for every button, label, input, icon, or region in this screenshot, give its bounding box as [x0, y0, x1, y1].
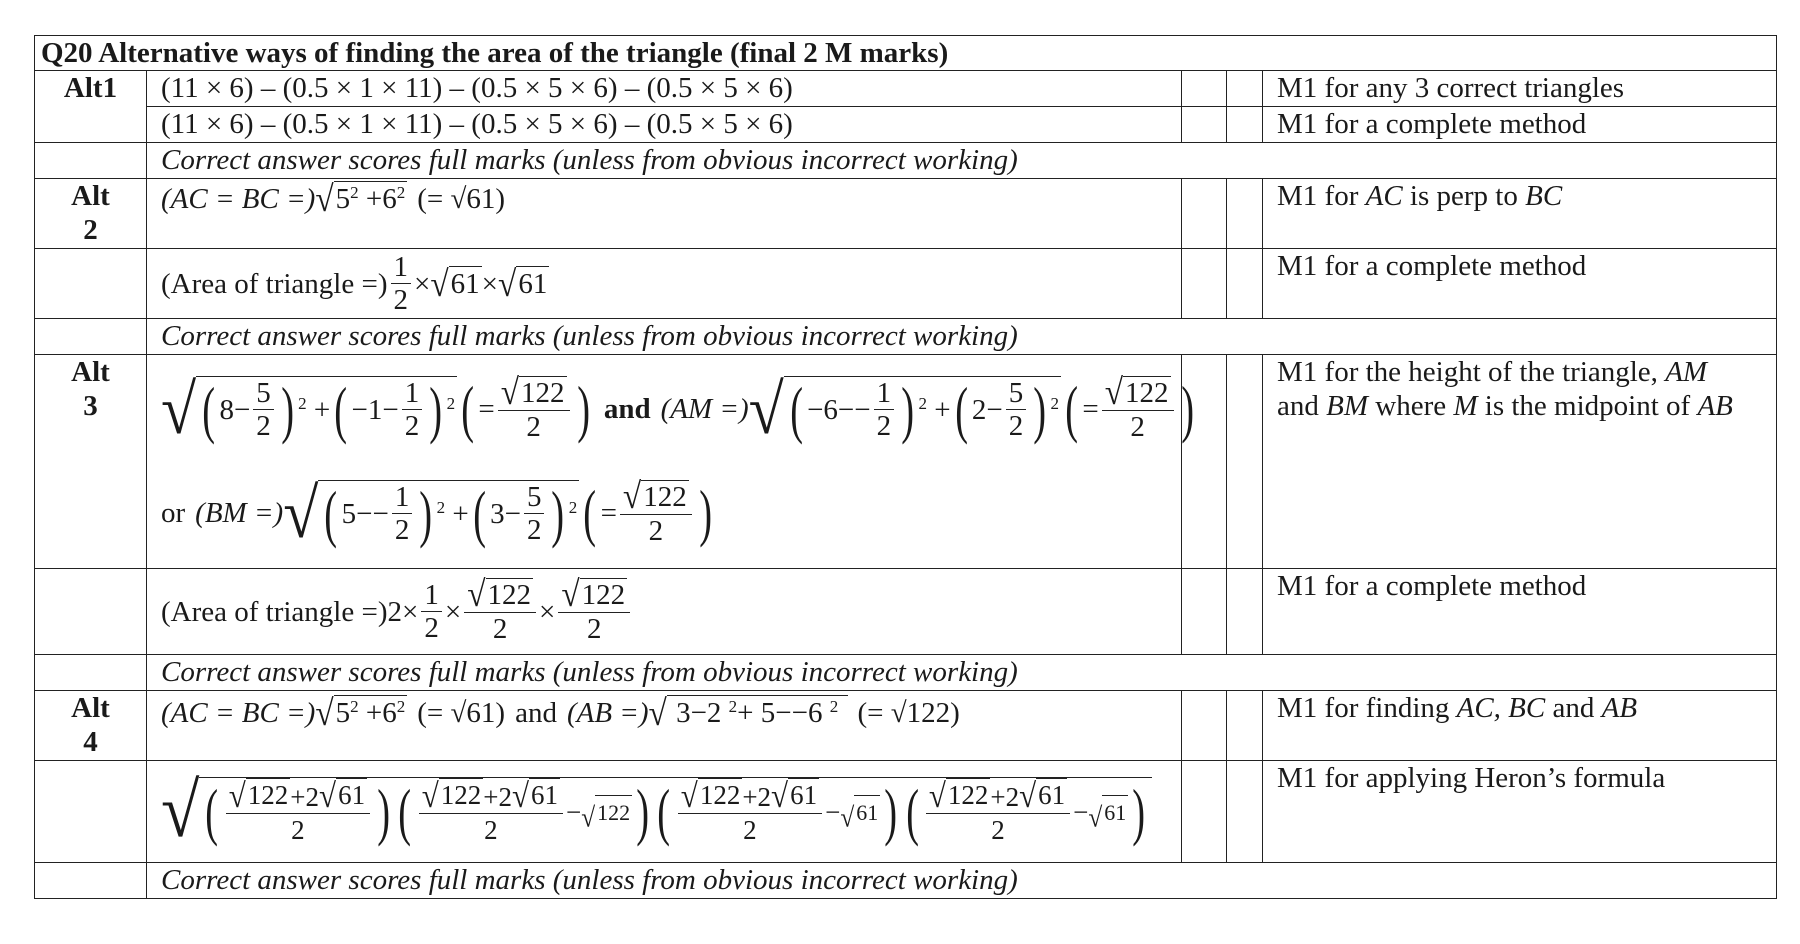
mark-cell — [1227, 569, 1263, 655]
sqrt-symbol: √ ( 8− $\frac{5}{2}$ ) 2 + ( −1− $\frac{1}{2}$ ) 2 — [161, 370, 456, 449]
alt2-row-2 — [35, 249, 1777, 319]
alt3-guidance-2: M1 for a complete method — [1263, 569, 1777, 655]
alt1-row-1 — [35, 71, 1777, 107]
guidance-text: is the midpoint of — [1477, 390, 1698, 422]
mark-cell — [1227, 179, 1263, 249]
root122: 122 — [487, 579, 532, 612]
guidance-text: and — [1277, 390, 1327, 422]
alt4-note: Correct answer scores full marks (unless from obvious incorrect working) — [147, 863, 1777, 899]
guidance-text: M1 for — [1277, 180, 1366, 212]
table-header: Q20 Alternative ways of finding the area of the triangle (final 2 M marks) — [35, 36, 1777, 71]
label-cell — [35, 761, 147, 863]
root61: 61 — [531, 780, 559, 811]
equals-sqrt61: (= √61) — [417, 182, 506, 215]
alt3-note-row — [35, 655, 1777, 691]
or-word: or — [161, 497, 186, 529]
alt4-working-1: (AC = BC =) √ 5 2 +6 2 (= √61) and (AB =) √ 3−2 2 + 5−−6 2 (= √122) — [147, 691, 1182, 761]
mark-cell — [1182, 691, 1227, 761]
mark-cell — [1227, 71, 1263, 107]
guidance-text: and — [1545, 692, 1602, 724]
guidance-text: M1 for finding — [1277, 692, 1457, 724]
guidance-text: is perp to — [1402, 180, 1526, 212]
alt1-note-row — [35, 143, 1777, 179]
alt3-note: Correct answer scores full marks (unless from obvious incorrect working) — [147, 655, 1777, 691]
label-cell — [35, 143, 147, 179]
area-prefix: (Area of triangle =) — [161, 267, 388, 300]
mark-cell — [1227, 355, 1263, 569]
guidance-ab: AB — [1697, 390, 1733, 422]
root122: 122 — [595, 795, 632, 830]
area-prefix: (Area of triangle =) — [161, 595, 388, 628]
mark-cell — [1182, 569, 1227, 655]
alt2-guidance-2: M1 for a complete method — [1263, 249, 1777, 319]
guidance-am: AM — [1665, 356, 1708, 388]
alt2-note: Correct answer scores full marks (unless from obvious incorrect working) — [147, 319, 1777, 355]
alt1-row-2 — [35, 107, 1777, 143]
alt3-label — [35, 355, 147, 569]
label-cell — [35, 249, 147, 319]
mark-cell — [1182, 107, 1227, 143]
root61: 61 — [338, 780, 366, 811]
alt4-label — [35, 691, 147, 761]
root122: 122 — [947, 780, 989, 811]
equals-sqrt122: (= √122) — [857, 696, 960, 729]
bm-expression: (BM =) — [195, 497, 284, 529]
alt3-row-2 — [35, 569, 1777, 655]
alt2-guidance-1 — [1263, 179, 1777, 249]
ac-bc-expression: (AC = BC =) — [161, 696, 316, 729]
guidance-bc: BC — [1525, 180, 1563, 212]
guidance-ac: AC — [1365, 180, 1403, 212]
root61: 61 — [854, 795, 880, 830]
root61: 61 — [518, 268, 548, 300]
alt4-guidance-1 — [1263, 691, 1777, 761]
guidance-text: M1 for the height of the triangle, — [1277, 356, 1666, 388]
root61: 61 — [1102, 795, 1128, 830]
mark-cell — [1227, 107, 1263, 143]
guidance-text: where — [1368, 390, 1454, 422]
alt4-row-1 — [35, 691, 1777, 761]
label-cell — [35, 569, 147, 655]
alt3-label-number: 3 — [83, 390, 98, 422]
label-cell — [35, 863, 147, 899]
label-cell — [35, 319, 147, 355]
alt2-row-1 — [35, 179, 1777, 249]
equals-sqrt61: (= √61) — [417, 696, 506, 729]
mark-cell — [1227, 691, 1263, 761]
label-cell — [35, 655, 147, 691]
half-fraction: $\frac{1}{2}$ — [391, 251, 412, 316]
alt1-working-1: (11 × 6) – (0.5 × 1 × 11) – (0.5 × 5 × 6) – (0.5 × 5 × 6) — [147, 71, 1182, 107]
guidance-ab: AB — [1601, 692, 1638, 724]
alt1-working-2: (11 × 6) – (0.5 × 1 × 11) – (0.5 × 5 × 6) – (0.5 × 5 × 6) — [147, 107, 1182, 143]
alt2-working-1 — [147, 179, 1182, 249]
root122: 122 — [521, 376, 565, 409]
mark-cell — [1182, 179, 1227, 249]
and-word: and — [515, 696, 557, 729]
mark-cell — [1227, 761, 1263, 863]
alt1-label: Alt1 — [35, 71, 147, 143]
alt3-label-text: Alt — [71, 356, 110, 388]
mark-cell — [1182, 71, 1227, 107]
alt3-working-1: √ ( 8− $\frac{5}{2}$ ) 2 + ( −1− $\frac{1}{2}$ ) 2 ( = √ 122 2 ) and (AM =) √ ( −6−− $\frac{1}{2}$ ) 2 + ( 2− $\frac{5}{2}$ ) 2 ( = √ 122 2 ) or (BM =) √ ( 5−− $\frac{1}{2}$ ) 2 + ( 3− $\frac{5}{2}$ ) 2 ( = √ 122 2 ) — [147, 355, 1182, 569]
alt4-label-number: 4 — [83, 726, 98, 758]
mark-cell — [1227, 249, 1263, 319]
guidance-list: AC, BC — [1456, 692, 1546, 724]
guidance-m: M — [1453, 390, 1478, 422]
guidance-bm: BM — [1326, 390, 1368, 422]
root122: 122 — [1125, 376, 1169, 409]
root61: 61 — [450, 268, 480, 300]
root122: 122 — [643, 480, 687, 513]
root122: 122 — [440, 780, 482, 811]
alt3-row-1 — [35, 355, 1777, 569]
mark-scheme — [34, 35, 1776, 899]
alt4-label-text: Alt — [71, 692, 110, 724]
root61: 61 — [1038, 780, 1066, 811]
alt4-guidance-2: M1 for applying Heron’s formula — [1263, 761, 1777, 863]
mark-cell — [1182, 761, 1227, 863]
alt2-label — [35, 179, 147, 249]
ab-expression: (AB =) — [566, 696, 649, 729]
alt2-label-number: 2 — [83, 214, 98, 246]
alt2-note-row — [35, 319, 1777, 355]
alt1-guidance-1: M1 for any 3 correct triangles — [1263, 71, 1777, 107]
and-word: and — [603, 393, 651, 425]
header-row — [35, 36, 1777, 71]
root122: 122 — [581, 579, 626, 612]
alt3-working-2: (Area of triangle =) 2× $\frac{1}{2}$ × √ 122 2 × √ 122 2 — [147, 569, 1182, 655]
alt1-guidance-2: M1 for a complete method — [1263, 107, 1777, 143]
alt2-working-2: (Area of triangle =) $\frac{1}{2}$ × √ 61 × √ 61 — [147, 249, 1182, 319]
alt4-row-2 — [35, 761, 1777, 863]
alt4-note-row — [35, 863, 1777, 899]
mark-cell — [1182, 249, 1227, 319]
am-expression: (AM =) — [660, 393, 749, 425]
root61: 61 — [790, 780, 818, 811]
sqrt-symbol: √ 5 2 +6 2 — [315, 178, 406, 220]
alt1-note: Correct answer scores full marks (unless from obvious incorrect working) — [147, 143, 1777, 179]
root122: 122 — [699, 780, 741, 811]
alt2-label-text: Alt — [71, 180, 110, 212]
root122: 122 — [247, 780, 289, 811]
mark-scheme-table — [34, 35, 1777, 899]
alt4-working-2-herons-formula: √ ( √ 122 +2 √ 61 2 ) ( √ 122 +2 √ 61 2 − √ 122 ) ( √ 122 +2 √ 61 2 − √ 61 ) ( √ 122 +2 √ 61 2 − √ 61 ) — [147, 761, 1182, 863]
alt3-guidance-1 — [1263, 355, 1777, 569]
ac-bc-expression: (AC = BC =) — [161, 182, 316, 215]
